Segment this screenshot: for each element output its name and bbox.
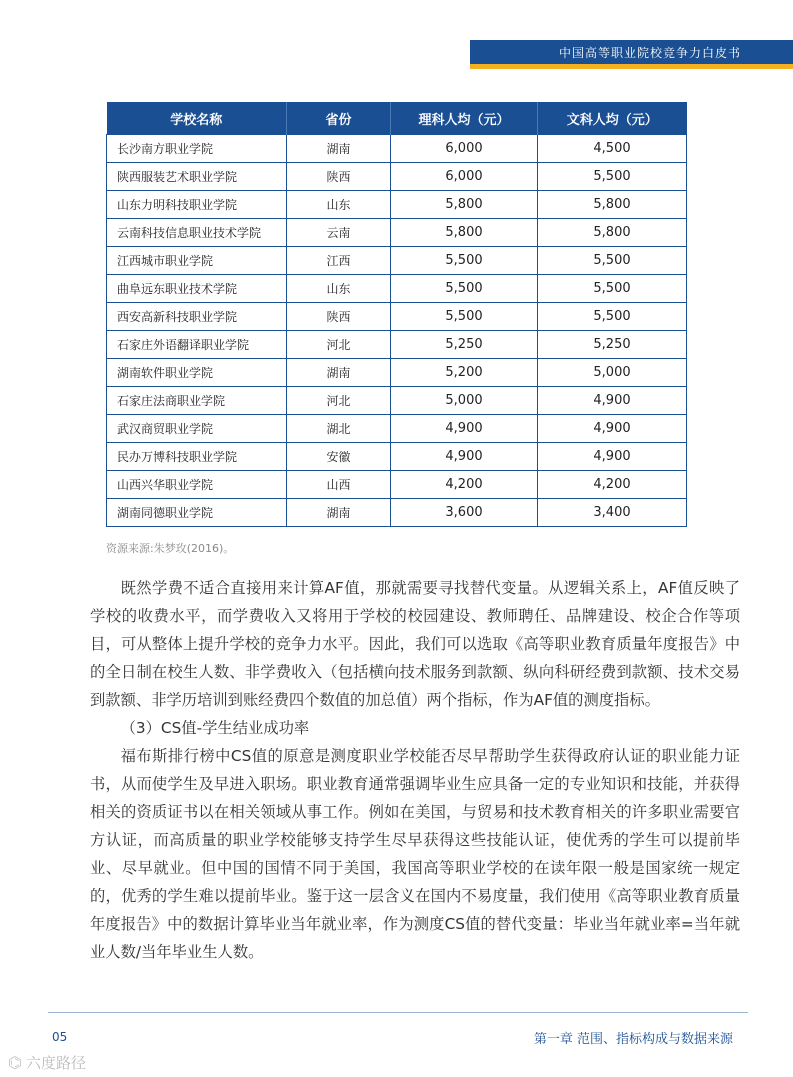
table-row [107, 387, 687, 415]
cell-province: 云南 [287, 219, 391, 247]
table-row [107, 331, 687, 359]
cell-science-fee: 5,000 [391, 387, 538, 415]
column-header-school: 学校名称 [107, 102, 287, 135]
table-row [107, 443, 687, 471]
cell-school-name: 陕西服装艺术职业学院 [107, 163, 287, 191]
table-row [107, 303, 687, 331]
table-row [107, 359, 687, 387]
body-text [90, 574, 740, 966]
cell-school-name: 山西兴华职业学院 [107, 471, 287, 499]
cell-science-fee: 5,500 [391, 275, 538, 303]
cell-science-fee: 4,200 [391, 471, 538, 499]
cell-province: 山东 [287, 275, 391, 303]
cell-province: 陕西 [287, 163, 391, 191]
cell-province: 江西 [287, 247, 391, 275]
watermark-text: 六度路径 [25, 1054, 86, 1072]
column-header-science-fee: 理科人均（元） [391, 102, 538, 135]
cell-school-name: 民办万博科技职业学院 [107, 443, 287, 471]
column-header-arts-fee: 文科人均（元） [538, 102, 687, 135]
cell-science-fee: 5,800 [391, 191, 538, 219]
table-row [107, 163, 687, 191]
cell-science-fee: 4,900 [391, 443, 538, 471]
cell-school-name: 湖南同德职业学院 [107, 499, 287, 527]
cell-school-name: 西安高新科技职业学院 [107, 303, 287, 331]
cell-arts-fee: 5,250 [538, 331, 687, 359]
header-accent-bar [470, 64, 793, 69]
cell-arts-fee: 5,500 [538, 275, 687, 303]
table-header-row [107, 102, 687, 135]
cell-province: 山东 [287, 191, 391, 219]
watermark [8, 1052, 86, 1073]
table-row [107, 499, 687, 527]
cell-science-fee: 5,200 [391, 359, 538, 387]
cell-science-fee: 4,900 [391, 415, 538, 443]
cell-school-name: 曲阜远东职业技术学院 [107, 275, 287, 303]
table-row [107, 415, 687, 443]
cell-arts-fee: 3,400 [538, 499, 687, 527]
cell-province: 安徽 [287, 443, 391, 471]
table-row [107, 135, 687, 163]
footer-divider [48, 1012, 748, 1013]
cell-arts-fee: 5,800 [538, 191, 687, 219]
source-note: 资源来源:朱梦玫(2016)。 [106, 542, 235, 555]
column-header-province: 省份 [287, 102, 391, 135]
cell-science-fee: 5,800 [391, 219, 538, 247]
section-heading: （3）CS值-学生结业成功率 [120, 719, 310, 737]
table-row [107, 247, 687, 275]
cell-province: 湖南 [287, 135, 391, 163]
tuition-table [106, 102, 687, 527]
cell-arts-fee: 4,200 [538, 471, 687, 499]
cell-province: 陕西 [287, 303, 391, 331]
cell-science-fee: 5,500 [391, 247, 538, 275]
cell-science-fee: 5,250 [391, 331, 538, 359]
table-row [107, 191, 687, 219]
cell-science-fee: 6,000 [391, 163, 538, 191]
cell-province: 湖南 [287, 359, 391, 387]
paragraph: 福布斯排行榜中CS值的原意是测度职业学校能否尽早帮助学生获得政府认证的职业能力证书，从而使学生及早进入职场。职业教育通常强调毕业生应具备一定的专业知识和技能，并获得相关的资质证书以在相关领域从事工作。例如在美国，与贸易和技术教育相关的许多职业需要官方认证，而高质量的职业学校能够支持学生尽早获得这些技能认证，使优秀的学生可以提前毕业、尽早就业。但中国的国情不同于美国，我国高等职业学校的在读年限一般是国家统一规定的，优秀的学生难以提前毕业。鉴于这一层含义在国内不易度量，我们使用《高等职业教育质量年度报告》中的数据计算毕业当年就业率，作为测度CS值的替代变量：毕业当年就业率=当年就业人数/当年毕业生人数。 [90, 747, 740, 961]
cell-province: 山西 [287, 471, 391, 499]
cell-school-name: 长沙南方职业学院 [107, 135, 287, 163]
cell-province: 河北 [287, 387, 391, 415]
cell-science-fee: 6,000 [391, 135, 538, 163]
cell-arts-fee: 5,000 [538, 359, 687, 387]
table-body [107, 135, 687, 527]
cell-school-name: 江西城市职业学院 [107, 247, 287, 275]
watermark-logo-icon: ⌬ [8, 1053, 22, 1072]
header-title: 中国高等职业院校竞争力白皮书 [558, 46, 741, 60]
chapter-title: 第一章 范围、指标构成与数据来源 [533, 1032, 733, 1047]
cell-province: 湖北 [287, 415, 391, 443]
table-row [107, 471, 687, 499]
table-row [107, 275, 687, 303]
header-band [470, 40, 793, 64]
cell-arts-fee: 5,800 [538, 219, 687, 247]
cell-arts-fee: 5,500 [538, 163, 687, 191]
paragraph: 既然学费不适合直接用来计算AF值，那就需要寻找替代变量。从逻辑关系上，AF值反映了学校的收费水平，而学费收入又将用于学校的校园建设、教师聘任、品牌建设、校企合作等项目，可从整体上提升学校的竞争力水平。因此，我们可以选取《高等职业教育质量年度报告》中的全日制在校生人数、非学费收入（包括横向技术服务到款额、纵向科研经费到款额、技术交易到款额、非学历培训到账经费四个数值的加总值）两个指标，作为AF值的测度指标。 [90, 579, 740, 709]
cell-province: 河北 [287, 331, 391, 359]
cell-province: 湖南 [287, 499, 391, 527]
cell-arts-fee: 4,900 [538, 387, 687, 415]
cell-school-name: 山东力明科技职业学院 [107, 191, 287, 219]
table-row [107, 219, 687, 247]
cell-school-name: 湖南软件职业学院 [107, 359, 287, 387]
cell-science-fee: 3,600 [391, 499, 538, 527]
cell-school-name: 石家庄法商职业学院 [107, 387, 287, 415]
cell-arts-fee: 5,500 [538, 247, 687, 275]
cell-school-name: 武汉商贸职业学院 [107, 415, 287, 443]
cell-arts-fee: 5,500 [538, 303, 687, 331]
page-number: 05 [52, 1030, 68, 1044]
cell-arts-fee: 4,900 [538, 415, 687, 443]
cell-school-name: 云南科技信息职业技术学院 [107, 219, 287, 247]
cell-arts-fee: 4,500 [538, 135, 687, 163]
cell-school-name: 石家庄外语翻译职业学院 [107, 331, 287, 359]
cell-science-fee: 5,500 [391, 303, 538, 331]
cell-arts-fee: 4,900 [538, 443, 687, 471]
